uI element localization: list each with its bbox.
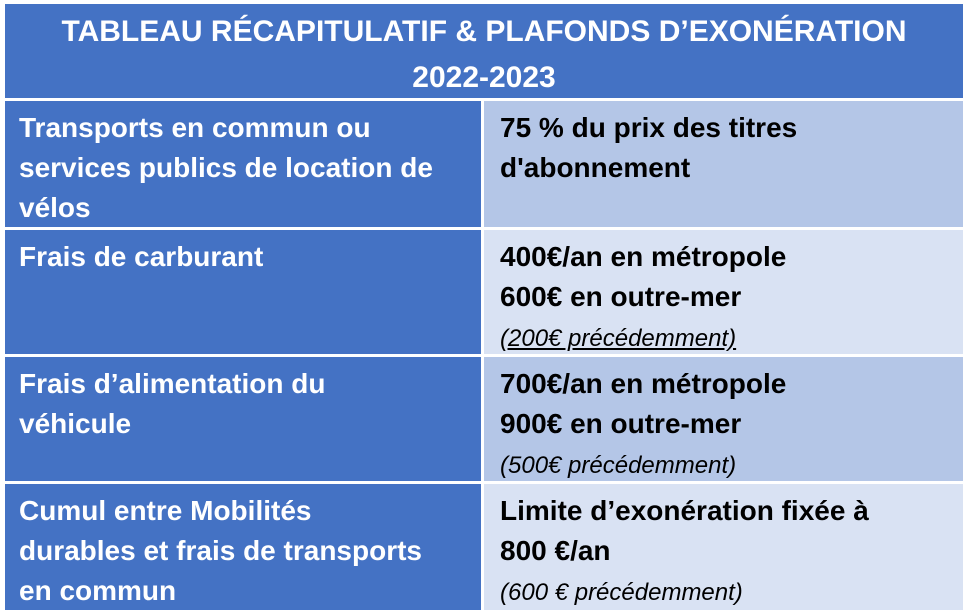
row-1-label-line-1: Transports en commun ou	[19, 112, 371, 143]
row-2-value-line-1: 400€/an en métropole	[500, 241, 787, 272]
table-row-2-value	[484, 230, 963, 354]
row-3-label-line-1: Frais d’alimentation du	[19, 368, 326, 399]
row-1-value-line-1: 75 % du prix des titres	[500, 112, 798, 143]
row-3-value-line-2: 900€ en outre-mer	[500, 408, 742, 439]
table-row-1-value	[484, 101, 963, 227]
table-title-years: 2022-2023	[412, 61, 556, 94]
row-4-previous-note: (600 € précédemment)	[500, 579, 743, 606]
row-4-label-line-2: durables et frais de transports	[19, 535, 423, 566]
table-row-4-label	[5, 484, 481, 610]
row-2-value-line-2: 600€ en outre-mer	[500, 281, 742, 312]
row-1-value-line-2: d'abonnement	[500, 152, 691, 183]
table-row-3-label	[5, 357, 481, 481]
row-4-label-line-3: en commun	[19, 575, 177, 606]
row-1-label-line-3: vélos	[19, 192, 91, 223]
row-3-value-line-1: 700€/an en métropole	[500, 368, 787, 399]
summary-table	[5, 4, 963, 610]
table-title: TABLEAU RÉCAPITULATIF & PLAFONDS D’EXONÉRATION	[61, 15, 907, 48]
row-2-label-line-1: Frais de carburant	[19, 241, 264, 272]
row-4-value-line-2: 800 €/an	[500, 535, 611, 566]
row-3-previous-note: (500€ précédemment)	[500, 452, 737, 479]
table-row-4-value	[484, 484, 963, 610]
row-1-label-line-2: services publics de location de	[19, 152, 433, 183]
row-2-previous-note: (200€ précédemment)	[500, 325, 737, 352]
row-4-value-line-1: Limite d’exonération fixée à	[500, 495, 869, 526]
row-4-label-line-1: Cumul entre Mobilités	[19, 495, 312, 526]
table-row-3-value	[484, 357, 963, 481]
table-row-2-label	[5, 230, 481, 354]
row-3-label-line-2: véhicule	[19, 408, 132, 439]
table-row-1-label	[5, 101, 481, 227]
table-header	[5, 4, 963, 98]
